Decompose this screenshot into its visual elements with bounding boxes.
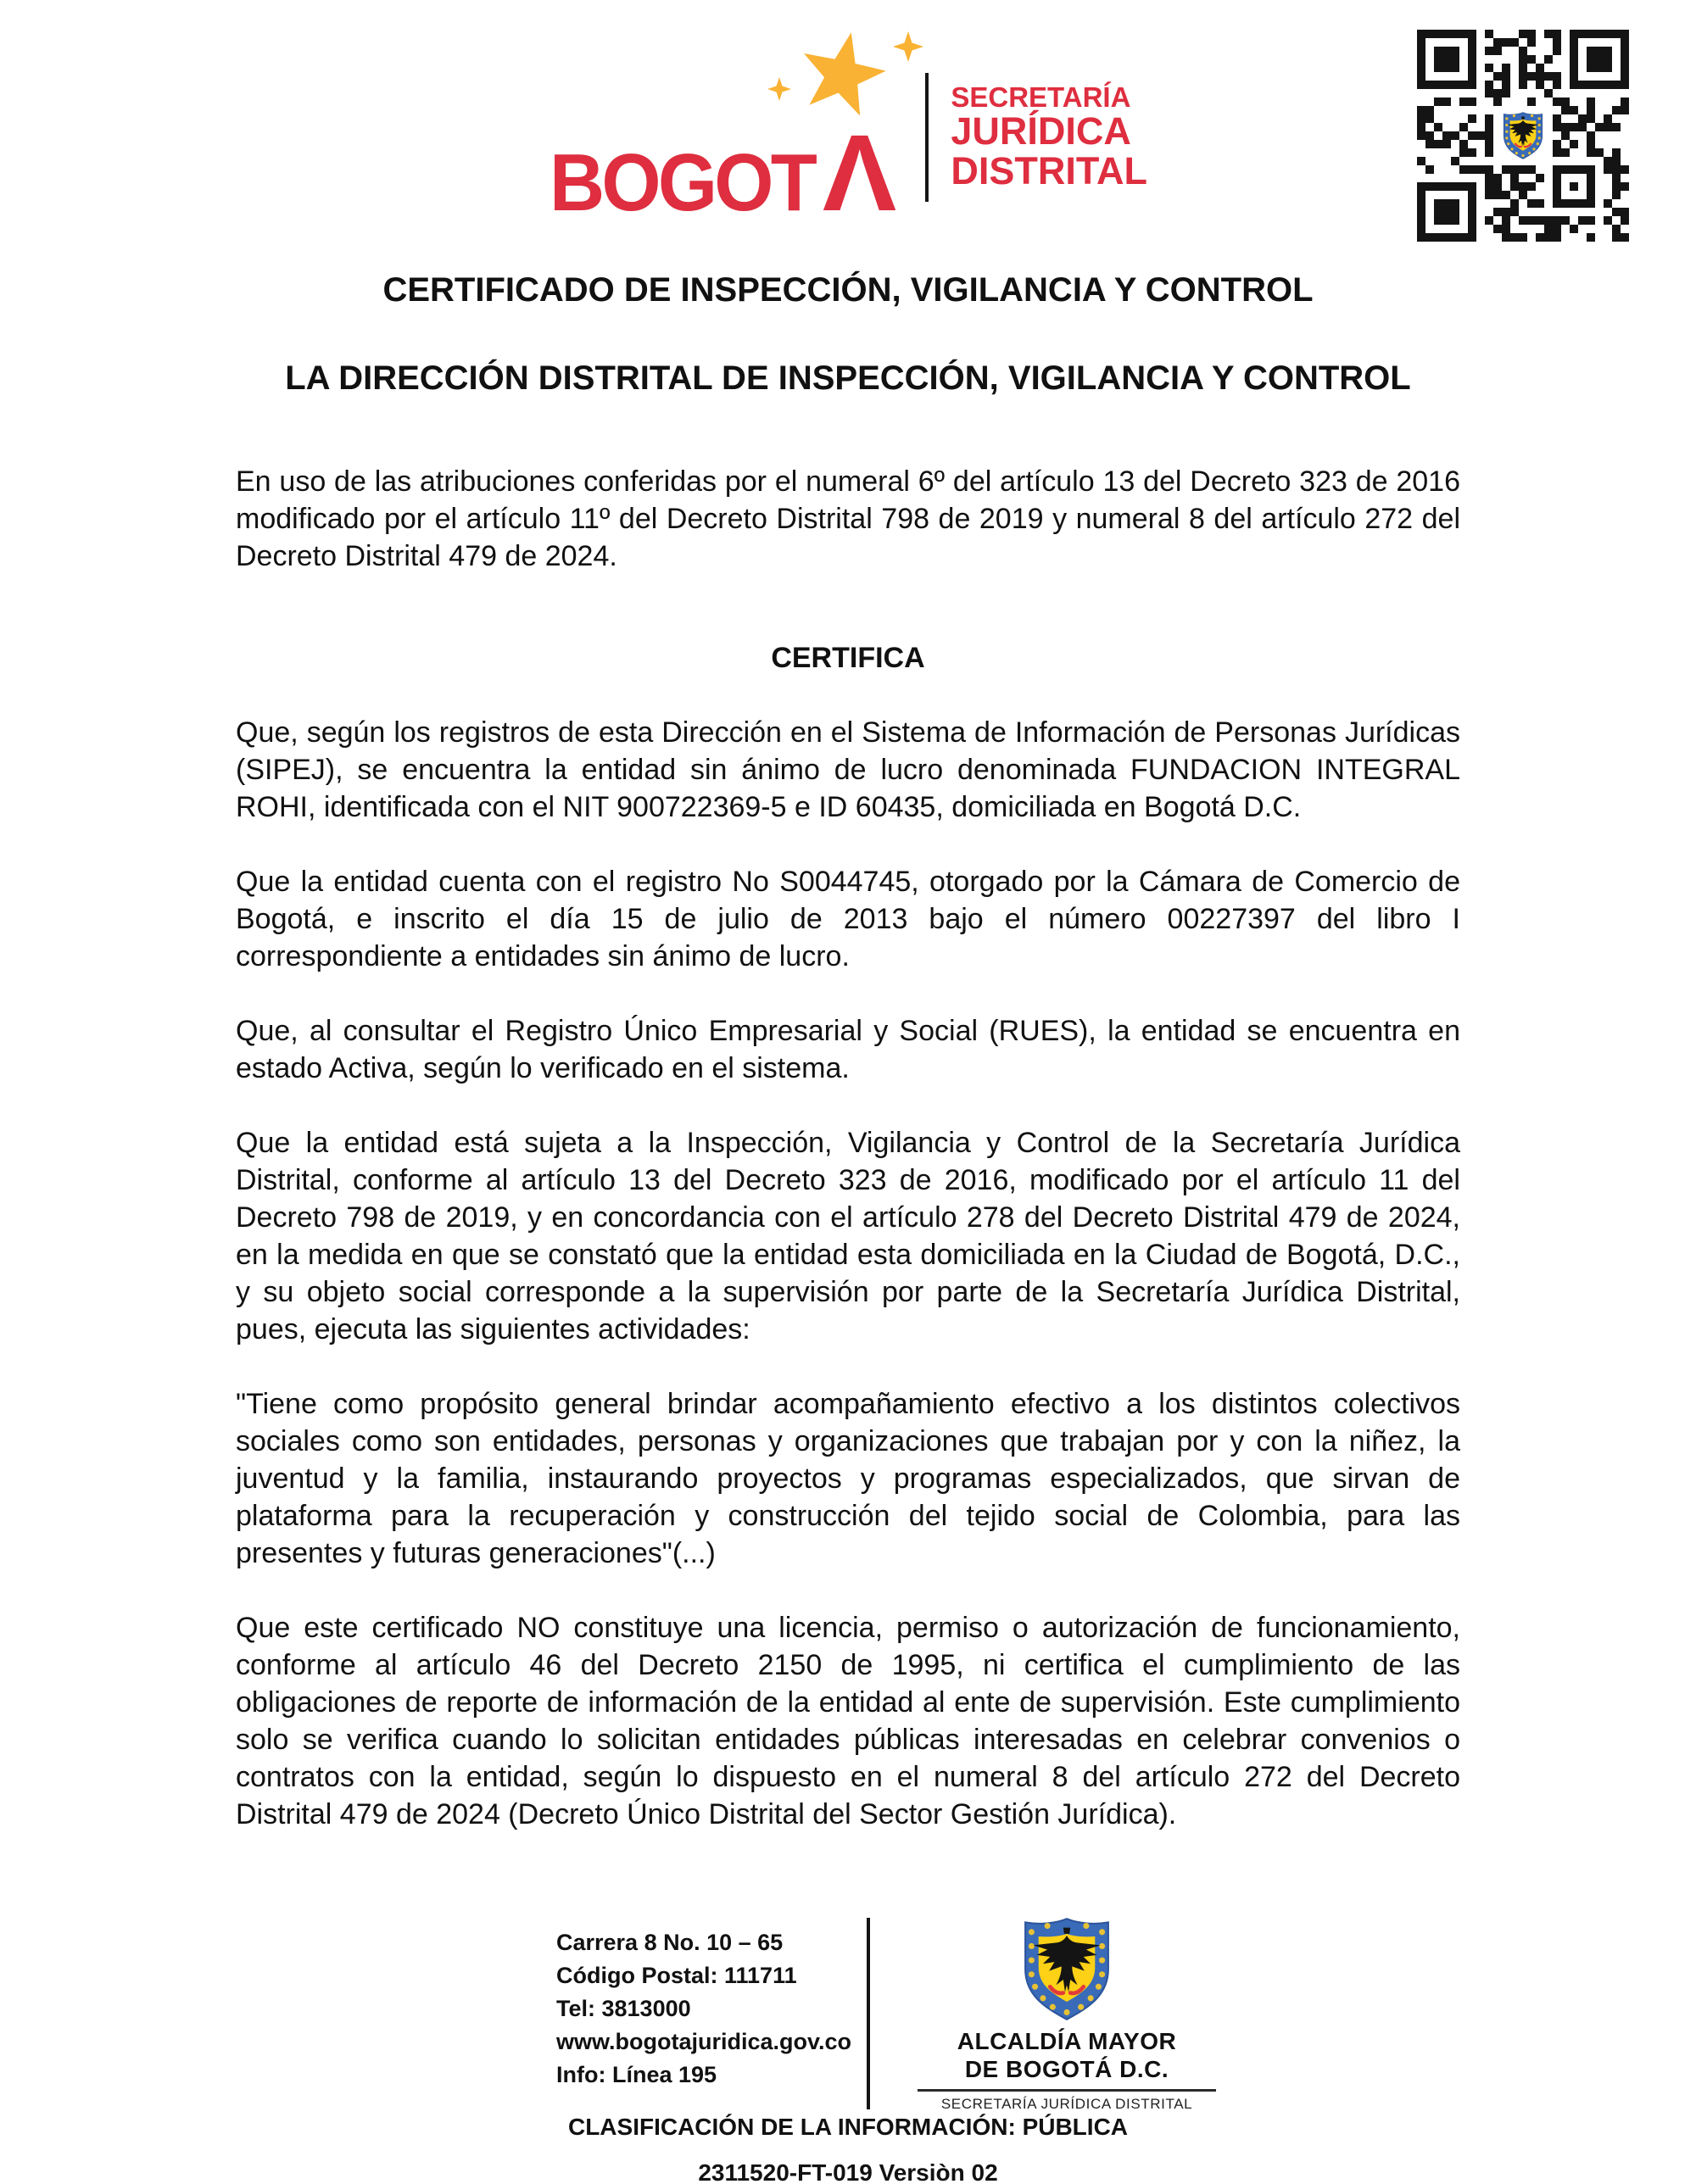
secretaria-line: SECRETARÍA (951, 81, 1131, 114)
secretaria-wordmark (951, 83, 1147, 192)
footer-divider (867, 1918, 870, 2109)
seal-divider-line (918, 2089, 1216, 2092)
letterfoot (556, 1914, 1252, 2113)
certificate-paragraph: Que, según los registros de esta Dirección en el Sistema de Información de Personas Jurídicas (SIPEJ), se encuentra la entidad sin ánimo de lucro denominada FUNDACION INTEGRAL ROHI, identificada con el NIT 900722369-5 e ID 60435, domiciliada en Bogotá D.C. (236, 716, 1460, 823)
address-line: Carrera 8 No. 10 – 65 (556, 1930, 784, 1955)
secretaria-caption: SECRETARÍA JURÍDICA DISTRITAL (940, 2096, 1193, 2112)
address-line: Info: Línea 195 (556, 2062, 717, 2087)
bogota-wordmark-a: Λ (822, 113, 897, 234)
letterhead (550, 31, 1147, 234)
address-line: Código Postal: 111711 (556, 1963, 797, 1988)
secretaria-line: JURÍDICA (951, 109, 1131, 153)
alcaldia-name-line1: ALCALDÍA MAYOR (957, 2028, 1177, 2054)
classification-line: CLASIFICACIÓN DE LA INFORMACIÓN: PÚBLICA (567, 2114, 1129, 2140)
address-line: Tel: 3813000 (556, 1996, 691, 2021)
bogota-logo (550, 28, 920, 234)
bogota-coat-of-arms-icon (1023, 1916, 1111, 2022)
certificate-paragraph: Que, al consultar el Registro Único Empresarial y Social (RUES), la entidad se encuentra en estado Activa, según lo verificado en el sistema. (236, 1015, 1460, 1084)
alcaldia-name-line2: DE BOGOTÁ D.C. (964, 2056, 1169, 2082)
intro-paragraph: En uso de las atribuciones conferidas por el numeral 6º del artículo 13 del Decreto 323 de 2016 modificado por el artículo 11º del Decreto Distrital 798 de 2019 y numeral 8 del artículo 272 del Decreto Distrital 479 de 2024. (236, 465, 1460, 572)
bogota-shield-icon (1501, 109, 1545, 162)
classification-block (0, 2104, 1696, 2184)
secretaria-line: DISTRITAL (951, 149, 1147, 193)
issuing-authority-title: LA DIRECCIÓN DISTRITAL DE INSPECCIÓN, VIGILANCIA Y CONTROL (285, 359, 1411, 397)
alcaldia-seal-block (882, 1914, 1252, 2113)
qr-code (1413, 25, 1633, 246)
form-code-line: 2311520-FT-019 Versiòn 02 (698, 2159, 998, 2184)
certificate-paragraph: "Tiene como propósito general brindar acompañamiento efectivo a los distintos colectivos sociales como son entidades, personas y organizaciones que trabajan por y con la niñez, la juventud y la familia, instaurando proyectos y programas especializados, que sirvan de plataforma para la recuperación y construcción del tejido social de Colombia, para las presentes y futuras generaciones"(...) (236, 1388, 1460, 1569)
certificate-title: CERTIFICADO DE INSPECCIÓN, VIGILANCIA Y CONTROL (382, 271, 1314, 309)
bogota-wordmark: BOGOT (550, 137, 815, 228)
certificate-paragraph: Que este certificado NO constituye una licencia, permiso o autorización de funcionamiento, conforme al artículo 46 del Decreto 2150 de 1995, ni certifica el cumplimiento de las obligaciones de reporte de información de la entidad al ente de supervisión. Este cumplimiento solo se verifica cuando lo solicitan entidades públicas interesadas en celebrar convenios o contratos con la entidad, según lo dispuesto en el numeral 8 del artículo 272 del Decreto Distrital 479 de 2024 (Decreto Único Distrital del Sector Gestión Jurídica). (236, 1612, 1460, 1830)
address-block (556, 1914, 858, 2113)
website-line: www.bogotajuridica.gov.co (556, 2029, 852, 2054)
certifica-heading: CERTIFICA (771, 642, 925, 674)
certificate-paragraph: Que la entidad está sujeta a la Inspección, Vigilancia y Control de la Secretaría Jurídica Distrital, conforme al artículo 13 del Decreto 323 de 2016, modificado por el artículo 11 del Decreto 798 de 2019, y en concordancia con el artículo 278 del Decreto Distrital 479 de 2024, en la medida en que se constató que la entidad esta domiciliada en la Ciudad de Bogotá, D.C., y su objeto social corresponde a la supervisión por parte de la Secretaría Jurídica Distrital, pues, ejecuta las siguientes actividades: (236, 1127, 1460, 1346)
certificate-paragraph: Que la entidad cuenta con el registro No S0044745, otorgado por la Cámara de Comercio de Bogotá, e inscrito el día 15 de julio de 2013 bajo el número 00227397 del libro I correspondiente a entidades sin ánimo de lucro. (236, 866, 1460, 972)
certificate-body (236, 270, 1460, 1833)
